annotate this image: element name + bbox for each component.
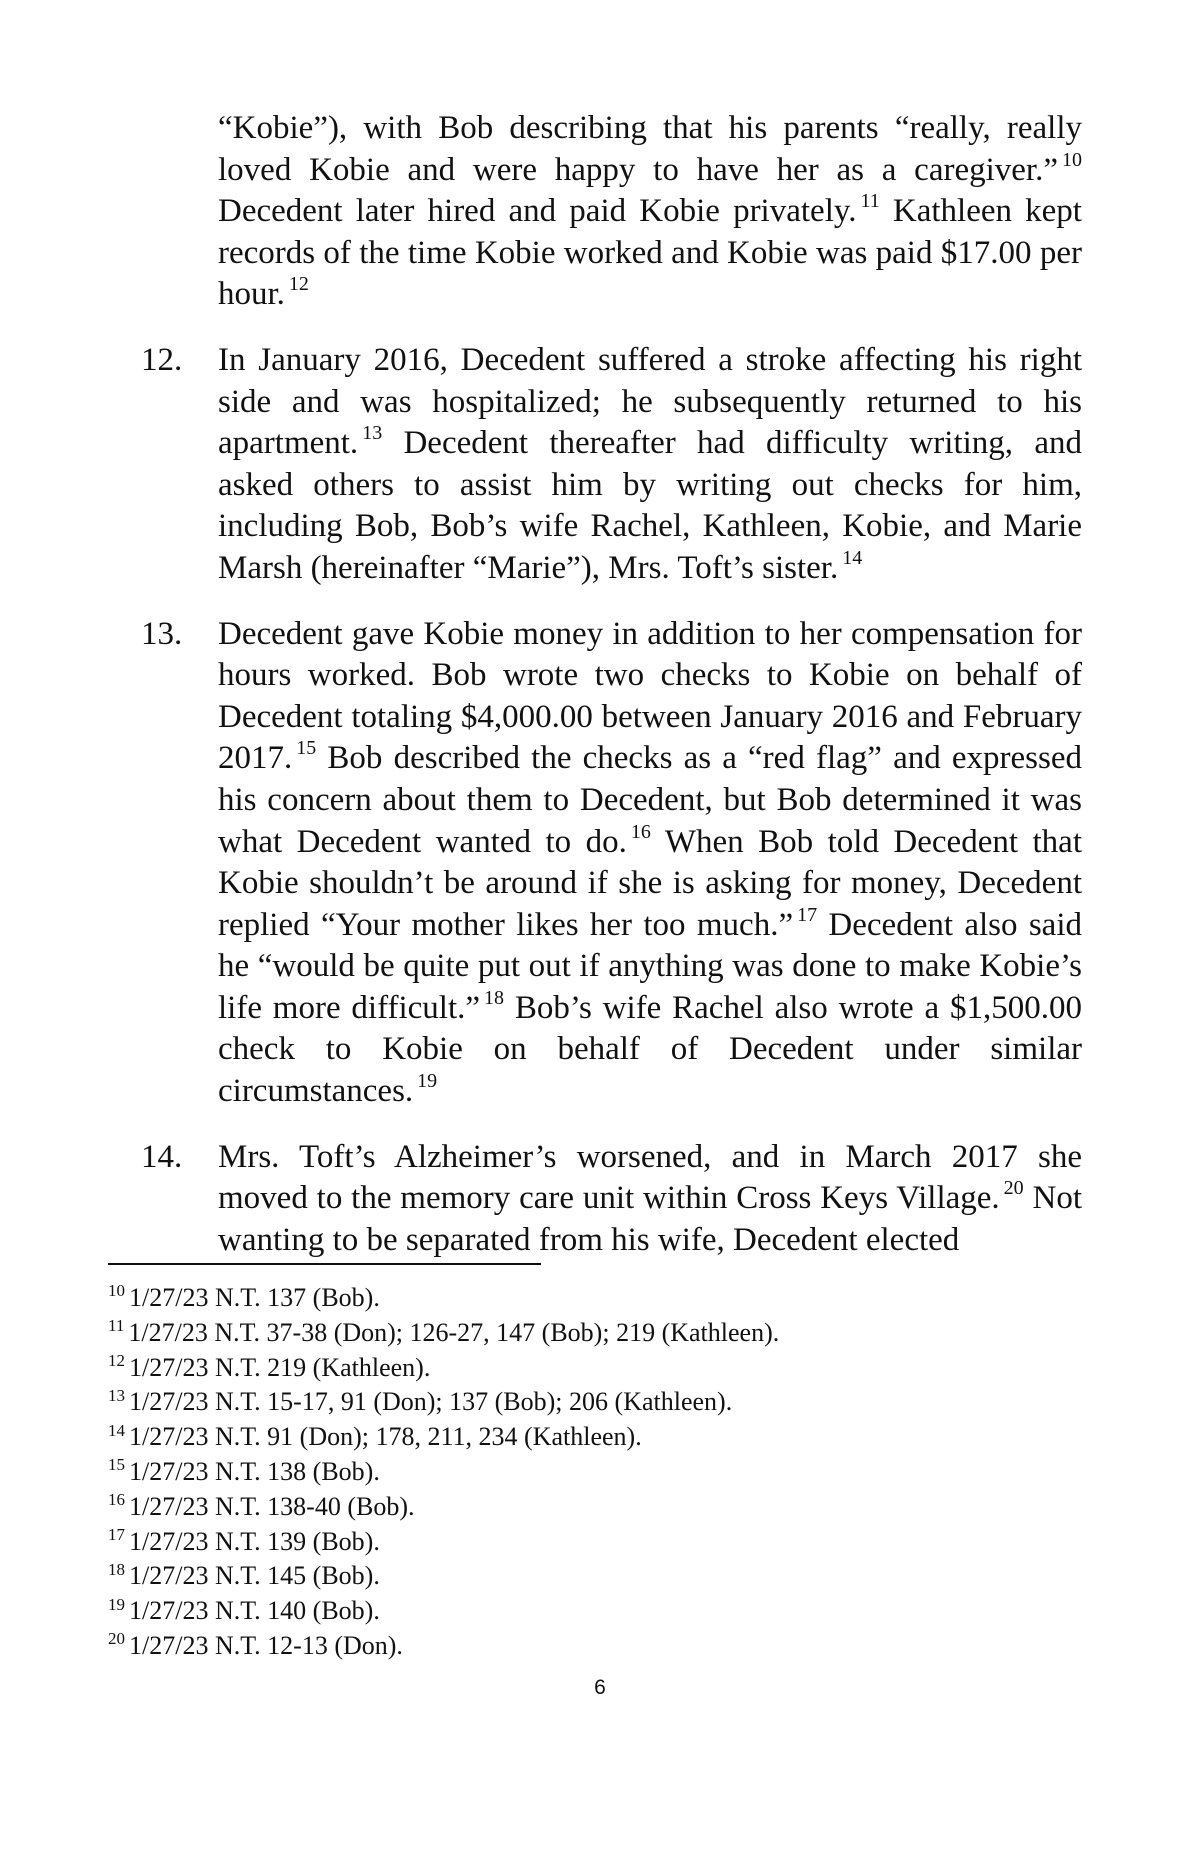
footnote-ref: 16 xyxy=(630,820,651,843)
footnote-text: 1/27/23 N.T. 139 (Bob). xyxy=(129,1526,380,1556)
paragraph-number: 12. xyxy=(141,341,183,378)
paragraph-text: Bob’s wife Rachel also wrote a $1,500.00 check to Kobie on behalf of Decedent under similar circumstances. xyxy=(218,989,1082,1110)
footnote-text: 1/27/23 N.T. 12-13 (Don). xyxy=(129,1630,403,1660)
footnote-number: 11 xyxy=(108,1316,125,1336)
paragraph-text: In January 2016, Decedent suffered a stroke affecting his right side and was hospitalized; he subsequently returned to his apartment. xyxy=(218,341,1082,462)
footnote-text: 1/27/23 N.T. 91 (Don); 178, 211, 234 (Kathleen). xyxy=(129,1422,642,1452)
paragraph-14 xyxy=(141,1137,1083,1262)
paragraph-text: Not wanting to be separated from his wife, Decedent elected xyxy=(218,1180,1083,1258)
footnote-text: 1/27/23 N.T. 219 (Kathleen). xyxy=(129,1352,431,1382)
footnote-number: 16 xyxy=(108,1490,125,1510)
footnote-number: 14 xyxy=(108,1420,125,1440)
footnote xyxy=(108,1281,1108,1316)
footnote-ref: 18 xyxy=(484,986,505,1009)
paragraph-text: “Kobie”), with Bob describing that his parents “really, really loved Kobie and were happy to have her as a caregiver.” xyxy=(218,110,1082,188)
footnote-ref: 11 xyxy=(860,190,880,213)
footnote-number: 17 xyxy=(108,1524,125,1544)
footnote xyxy=(108,1490,1108,1525)
paragraph-number: 13. xyxy=(141,615,183,652)
footnote xyxy=(108,1385,1108,1420)
paragraph-12 xyxy=(141,340,1082,590)
footnote-ref: 19 xyxy=(417,1070,438,1093)
paragraph-text: Kathleen kept records of the time Kobie worked and Kobie was paid $17.00 per hour. xyxy=(218,193,1082,313)
footnote-ref: 14 xyxy=(842,546,863,569)
footnote-text: 1/27/23 N.T. 138 (Bob). xyxy=(129,1456,380,1486)
footnote-ref: 15 xyxy=(296,737,317,760)
paragraph-continued xyxy=(218,108,1082,316)
footnote-number: 18 xyxy=(108,1559,125,1579)
footnote xyxy=(108,1420,1108,1455)
footnote xyxy=(108,1629,1108,1664)
footnote-ref: 17 xyxy=(797,903,818,926)
footnote-ref: 12 xyxy=(288,273,309,296)
paragraph-text: When Bob told Decedent that Kobie shouldn’t be around if she is asking for money, Decedent replied “Your mother likes her too much.” xyxy=(218,823,1082,943)
paragraph-number: 14. xyxy=(141,1138,183,1175)
paragraph-text: Decedent also said he “would be quite put out if anything was done to make Kobie’s life more difficult.” xyxy=(218,906,1082,1026)
footnote-text: 1/27/23 N.T. 138-40 (Bob). xyxy=(129,1491,415,1521)
footnote-text: 1/27/23 N.T. 137 (Bob). xyxy=(129,1283,380,1312)
footnote-number: 10 xyxy=(108,1281,125,1301)
paragraph-text: Decedent gave Kobie money in addition to her compensation for hours worked. Bob wrote two checks to Kobie on behalf of Decedent totaling $4,000.00 between January 2016 and February 2017. xyxy=(218,615,1082,777)
footnote-text: 1/27/23 N.T. 145 (Bob). xyxy=(129,1561,380,1591)
footnote-text: 1/27/23 N.T. 37-38 (Don); 126-27, 147 (Bob); 219 (Kathleen). xyxy=(128,1317,780,1347)
footnote xyxy=(108,1351,1108,1386)
footnote-text: 1/27/23 N.T. 15-17, 91 (Don); 137 (Bob); 206 (Kathleen). xyxy=(129,1387,733,1417)
footnote xyxy=(108,1455,1108,1490)
footnote-ref: 20 xyxy=(1003,1177,1024,1200)
paragraph-text: Decedent thereafter had difficulty writing, and asked others to assist him by writing out checks for him, including Bob, Bob’s wife Rachel, Kathleen, Kobie, and Marie Marsh (hereinafter “Marie”), Mrs. Toft’s sister. xyxy=(218,425,1082,586)
footnote-text: 1/27/23 N.T. 140 (Bob). xyxy=(129,1596,380,1626)
footnote xyxy=(108,1525,1108,1560)
footnote xyxy=(108,1594,1108,1629)
footnote-ref: 10 xyxy=(1062,148,1082,171)
footnote-divider xyxy=(108,1263,541,1265)
paragraph-text: Decedent later hired and paid Kobie privately. xyxy=(218,193,857,230)
footnote xyxy=(108,1316,1108,1351)
footnote xyxy=(108,1559,1108,1594)
paragraph-13 xyxy=(141,614,1082,1113)
footnote-ref: 13 xyxy=(362,422,383,445)
footnote-number: 15 xyxy=(108,1455,125,1475)
body-text xyxy=(141,108,1083,1285)
footnote-number: 13 xyxy=(108,1385,125,1405)
footnotes xyxy=(108,1281,1108,1664)
paragraph-text: Bob described the checks as a “red flag” and expressed his concern about them to Decedent, but Bob determined it was what Decedent wanted to do. xyxy=(218,740,1082,860)
footnote-number: 12 xyxy=(108,1350,125,1370)
page-number: 6 xyxy=(594,1676,606,1699)
footnote-number: 20 xyxy=(108,1629,125,1649)
paragraph-text: Mrs. Toft’s Alzheimer’s worsened, and in March 2017 she moved to the memory care unit within Cross Keys Village. xyxy=(218,1138,1082,1217)
footnote-number: 19 xyxy=(108,1594,125,1614)
